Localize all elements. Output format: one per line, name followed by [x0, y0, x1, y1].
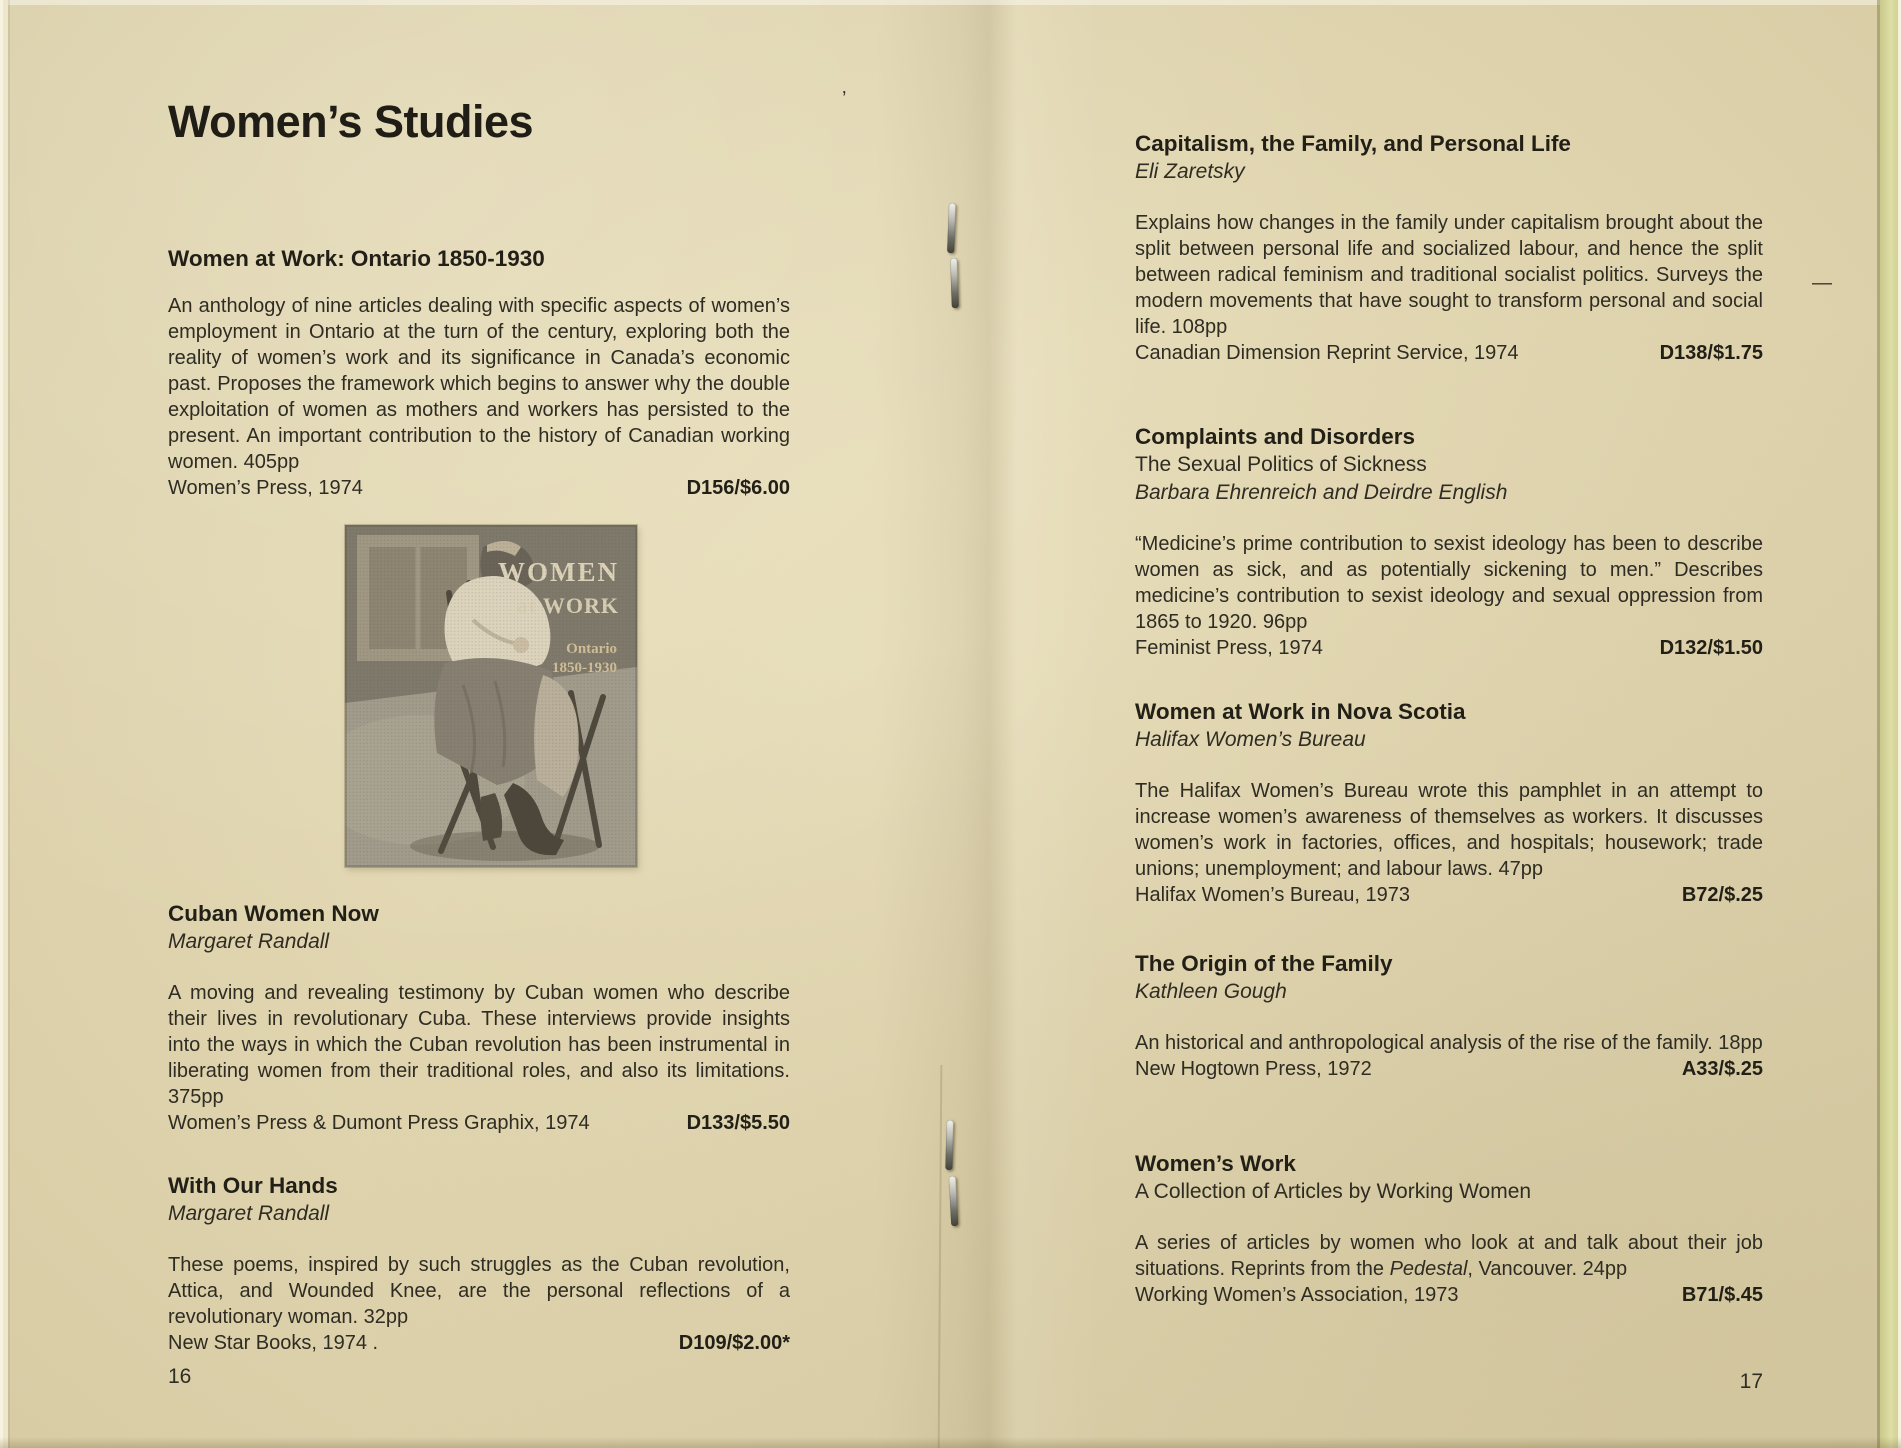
- entry-title: Complaints and Disorders: [1135, 424, 1416, 449]
- entry-title: Cuban Women Now: [168, 901, 379, 926]
- entry-subtitle: A Collection of Articles by Working Women: [1135, 1180, 1532, 1203]
- entry-publication-line: [168, 1110, 790, 1136]
- catalog-entry-cuban-women-now: [168, 900, 790, 1136]
- entry-description: [1135, 1230, 1763, 1282]
- catalog-entry-women-at-work-ontario: [168, 245, 790, 501]
- entry-description-pre: A series of articles by women who look at and talk about their job situations. Reprints from the: [1135, 1232, 1763, 1280]
- entry-publication-line: [1135, 1282, 1763, 1308]
- entry-title: Women at Work: Ontario 1850-1930: [168, 246, 545, 271]
- entry-description: “Medicine’s prime contribution to sexist ideology has been to describe women as sick, and as potentially sickening to men.” Describes medicine’s contribution to sexist ideology and sexual oppression from 1865 to 1920. 96pp: [1135, 533, 1763, 633]
- entry-publication-line: [1135, 635, 1763, 661]
- entry-code-price: B72/$.25: [1681, 884, 1763, 906]
- entry-description-italic-term: Pedestal: [1389, 1258, 1468, 1280]
- entry-description: A moving and revealing testimony by Cuban women who describe their lives in revolutionary Cuba. These interviews provide insights into the ways in which the Cuban revolution has been instrumental in liberating women from their traditional roles, and also its limitations. 375pp: [168, 982, 790, 1108]
- entry-description: The Halifax Women’s Bureau wrote this pamphlet in an attempt to increase women’s awareness of themselves as workers. It discusses women’s work in factories, offices, and hospitals; housework; trade unions; unemployment; and labour laws. 47pp: [1135, 780, 1763, 880]
- entry-title: The Origin of the Family: [1135, 951, 1393, 976]
- entry-description: An anthology of nine articles dealing with specific aspects of women’s employment in Ontario at the turn of the century, exploring both the reality of women’s work and its significance in Canada’s economic past. Proposes the framework which begins to answer why the double exploitation of women as mothers and workers has persisted to the present. An important contribution to the history of Canadian working women. 405pp: [168, 295, 790, 473]
- entry-title: With Our Hands: [168, 1173, 338, 1198]
- entry-publisher: Working Women’s Association, 1973: [1135, 1284, 1459, 1306]
- entry-publisher: Canadian Dimension Reprint Service, 1974: [1135, 342, 1519, 364]
- entry-publication-line: [1135, 882, 1763, 908]
- catalog-entry-womens-work: [1135, 1150, 1763, 1308]
- cover-subtitle-line1: Ontario: [566, 641, 617, 657]
- entry-publisher: Women’s Press, 1974: [168, 477, 363, 499]
- page-edge-left: [0, 0, 10, 1448]
- entry-author: Eli Zaretsky: [1135, 160, 1245, 183]
- entry-publication-line: [1135, 340, 1763, 366]
- cover-title-line2: at WORK: [516, 593, 619, 618]
- staple: [950, 258, 959, 308]
- entry-author: Barbara Ehrenreich and Deirdre English: [1135, 481, 1508, 504]
- entry-publication-line: [1135, 1056, 1763, 1082]
- entry-code-price: D109/$2.00*: [678, 1332, 790, 1354]
- entry-title: Women at Work in Nova Scotia: [1135, 699, 1466, 724]
- entry-description: These poems, inspired by such struggles as the Cuban revolution, Attica, and Wounded Knee, are the personal reflections of a revolutionary woman. 32pp: [168, 1254, 790, 1328]
- page-number-right: 17: [1739, 1370, 1763, 1393]
- section-title: Women’s Studies: [168, 96, 534, 147]
- entry-title: Women’s Work: [1135, 1151, 1296, 1176]
- entry-author: Kathleen Gough: [1135, 980, 1287, 1003]
- entry-code-price: D156/$6.00: [686, 477, 790, 499]
- page-number-left: 16: [168, 1365, 192, 1388]
- staple: [945, 1120, 953, 1170]
- spine-crease: [938, 1065, 943, 1448]
- entry-publisher: New Star Books, 1974 .: [168, 1332, 379, 1354]
- catalog-entry-women-at-work-nova-scotia: [1135, 698, 1763, 908]
- entry-code-price: D133/$5.50: [686, 1112, 790, 1134]
- entry-description-post: , Vancouver. 24pp: [1467, 1258, 1628, 1280]
- cover-subtitle-line2: 1850-1930: [552, 660, 617, 676]
- entry-code-price: A33/$.25: [1681, 1058, 1763, 1080]
- catalog-entry-with-our-hands: [168, 1172, 790, 1356]
- catalog-entry-complaints-and-disorders: [1135, 423, 1763, 661]
- entry-description: Explains how changes in the family under capitalism brought about the split between personal life and socialized labour, and hence the split between radical feminism and traditional socialist politics. Surveys the modern movements that have sought to transform personal and social life. 108pp: [1135, 212, 1763, 338]
- entry-code-price: D132/$1.50: [1659, 637, 1763, 659]
- entry-code-price: B71/$.45: [1681, 1284, 1763, 1306]
- page-edge-right-cover-strip: [1880, 0, 1898, 1448]
- entry-author: Margaret Randall: [168, 930, 330, 953]
- scan-speck: ’: [842, 88, 847, 110]
- entry-publisher: New Hogtown Press, 1972: [1135, 1058, 1372, 1080]
- entry-subtitle: The Sexual Politics of Sickness: [1135, 453, 1427, 476]
- staple: [949, 1176, 959, 1226]
- entry-publisher: Women’s Press & Dumont Press Graphix, 1974: [168, 1112, 590, 1134]
- entry-publication-line: [168, 475, 790, 501]
- left-page: [168, 0, 790, 1448]
- right-page: [1135, 0, 1763, 1448]
- entry-publisher: Halifax Women’s Bureau, 1973: [1135, 884, 1410, 906]
- page-edge-right-line: [1877, 0, 1880, 1448]
- entry-author: Halifax Women’s Bureau: [1135, 728, 1366, 751]
- entry-title: Capitalism, the Family, and Personal Life: [1135, 131, 1571, 156]
- catalog-entry-origin-of-the-family: [1135, 950, 1763, 1082]
- pen-mark: —: [1812, 272, 1832, 294]
- catalog-entry-capitalism-family-personal-life: [1135, 130, 1763, 366]
- entry-publisher: Feminist Press, 1974: [1135, 637, 1323, 659]
- cover-title-line1: WOMEN: [498, 557, 619, 587]
- staple: [947, 203, 956, 253]
- entry-code-price: D138/$1.75: [1659, 342, 1763, 364]
- entry-author: Margaret Randall: [168, 1202, 330, 1225]
- book-cover-photo: [345, 525, 637, 867]
- entry-description: An historical and anthropological analysis of the rise of the family. 18pp: [1135, 1032, 1763, 1054]
- entry-publication-line: [168, 1330, 790, 1356]
